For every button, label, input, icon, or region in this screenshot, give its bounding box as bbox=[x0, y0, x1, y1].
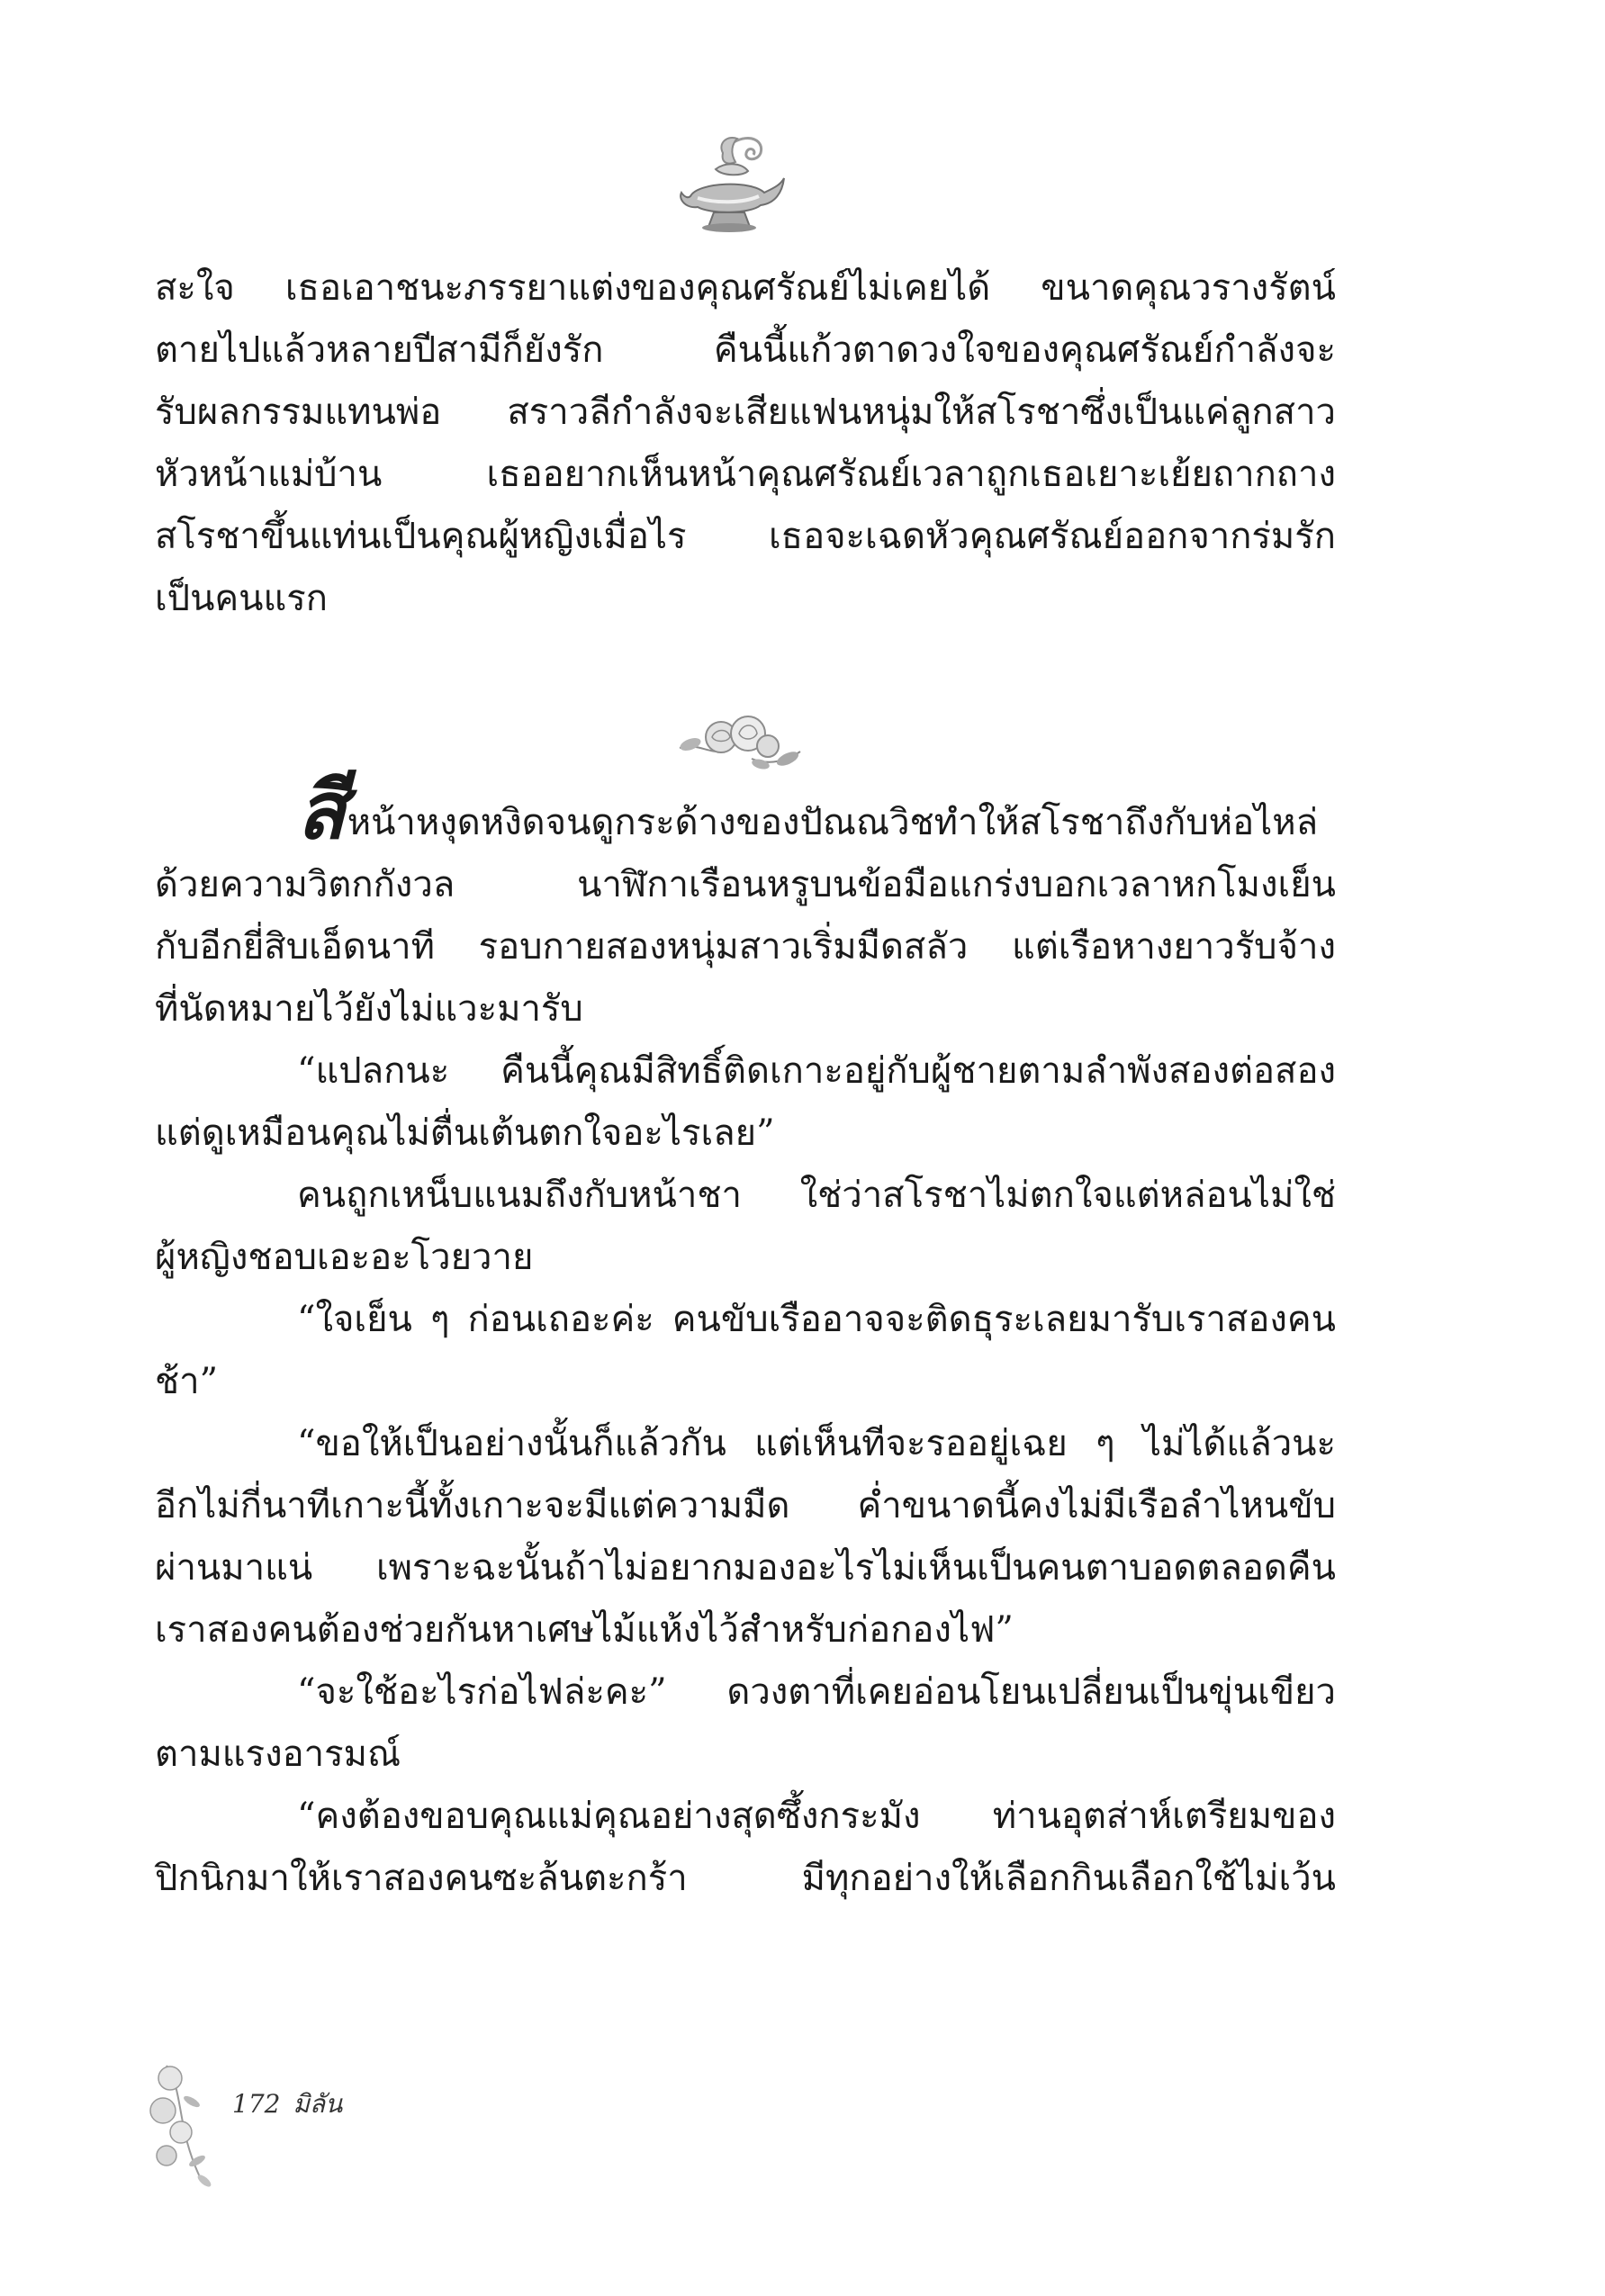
text-line: “จะใช้อะไรก่อไฟล่ะคะ” ดวงตาที่เคยอ่อนโยนเปลี่ยนเป็นขุ่นเขียว bbox=[297, 1671, 1336, 1713]
text-line: สโรชาขึ้นแท่นเป็นคุณผู้หญิงเมื่อไร เธอจะเฉดหัวคุณศรัณย์ออกจากร่มรัก bbox=[155, 516, 1336, 557]
text-line-with-drop-cap bbox=[155, 763, 1336, 857]
drop-cap: สี bbox=[297, 763, 346, 857]
paragraph-4 bbox=[155, 1165, 1336, 1289]
text-line: “คงต้องขอบคุณแม่คุณอย่างสุดซึ้งกระมัง ท่านอุตส่าห์เตรียมของ bbox=[297, 1796, 1336, 1837]
text-line: กับอีกยี่สิบเอ็ดนาที รอบกายสองหนุ่มสาวเริ่มมืดสลัว แต่เรือหางยาวรับจ้าง bbox=[155, 926, 1336, 968]
text-line: แต่ดูเหมือนคุณไม่ตื่นเต้นตกใจอะไรเลย” bbox=[155, 1112, 775, 1154]
paragraph-1 bbox=[155, 257, 1336, 630]
rose-branch-icon bbox=[149, 2057, 239, 2192]
text-line: “ใจเย็น ๆ ก่อนเถอะค่ะ คนขับเรืออาจจะติดธุระเลยมารับเราสองคน bbox=[297, 1299, 1336, 1340]
text-line: รับผลกรรมแทนพ่อ สราวลีกำลังจะเสียแฟนหนุ่มให้สโรชาซึ่งเป็นแค่ลูกสาว bbox=[155, 392, 1336, 433]
text-line: หัวหน้าแม่บ้าน เธออยากเห็นหน้าคุณศรัณย์เวลาถูกเธอเยาะเย้ยถากถาง bbox=[155, 454, 1336, 495]
text-line: ปิกนิกมาให้เราสองคนซะล้นตะกร้า มีทุกอย่างให้เลือกกินเลือกใช้ไม่เว้น bbox=[155, 1858, 1336, 1899]
text-line-body: หน้าหงุดหงิดจนดูกระด้างของปัณณวิชทำให้สโรชาถึงกับห่อไหล่ bbox=[347, 802, 1319, 843]
text-line: อีกไม่กี่นาทีเกาะนี้ทั้งเกาะจะมีแต่ความมืด ค่ำขนาดนี้คงไม่มีเรือลำไหนขับ bbox=[155, 1485, 1336, 1526]
rose-divider-icon bbox=[671, 707, 806, 774]
text-line: ผู้หญิงชอบเอะอะโวยวาย bbox=[155, 1237, 534, 1278]
text-line: ตายไปแล้วหลายปีสามีก็ยังรัก คืนนี้แก้วตาดวงใจของคุณศรัณย์กำลังจะ bbox=[155, 329, 1336, 371]
paragraph-2 bbox=[155, 763, 1336, 1040]
paragraph-8 bbox=[155, 1786, 1336, 1910]
paragraph-7 bbox=[155, 1661, 1336, 1786]
paragraph-6 bbox=[155, 1413, 1336, 1661]
text-line: เป็นคนแรก bbox=[155, 578, 328, 619]
page-number: 172 bbox=[232, 2089, 281, 2119]
paragraph-5 bbox=[155, 1289, 1336, 1413]
text-line: คนถูกเหน็บแนมถึงกับหน้าชา ใช่ว่าสโรชาไม่ตกใจแต่หล่อนไม่ใช่ bbox=[297, 1175, 1336, 1216]
magic-lamp-icon bbox=[671, 126, 788, 243]
text-line: ตามแรงอารมณ์ bbox=[155, 1733, 401, 1775]
text-line: “แปลกนะ คืนนี้คุณมีสิทธิ์ติดเกาะอยู่กับผู้ชายตามลำพังสองต่อสอง bbox=[297, 1050, 1336, 1092]
text-line: สะใจ เธอเอาชนะภรรยาแต่งของคุณศรัณย์ไม่เคยได้ ขนาดคุณวรางรัตน์ bbox=[155, 267, 1336, 309]
text-line: ที่นัดหมายไว้ยังไม่แวะมารับ bbox=[155, 988, 583, 1030]
text-line: เราสองคนต้องช่วยกันหาเศษไม้แห้งไว้สำหรับก่อกองไฟ” bbox=[155, 1609, 1014, 1651]
text-line: ช้า” bbox=[155, 1361, 219, 1402]
author-name: มิลัน bbox=[293, 2089, 343, 2119]
text-line: “ขอให้เป็นอย่างนั้นก็แล้วกัน แต่เห็นทีจะรออยู่เฉย ๆ ไม่ได้แล้วนะ bbox=[297, 1423, 1336, 1464]
text-line: ด้วยความวิตกกังวล นาฬิกาเรือนหรูบนข้อมือแกร่งบอกเวลาหกโมงเย็น bbox=[155, 864, 1336, 905]
text-line: ผ่านมาแน่ เพราะฉะนั้นถ้าไม่อยากมองอะไรไม่เห็นเป็นคนตาบอดตลอดคืน bbox=[155, 1547, 1336, 1589]
page-footer bbox=[232, 2084, 355, 2124]
paragraph-3 bbox=[155, 1040, 1336, 1165]
